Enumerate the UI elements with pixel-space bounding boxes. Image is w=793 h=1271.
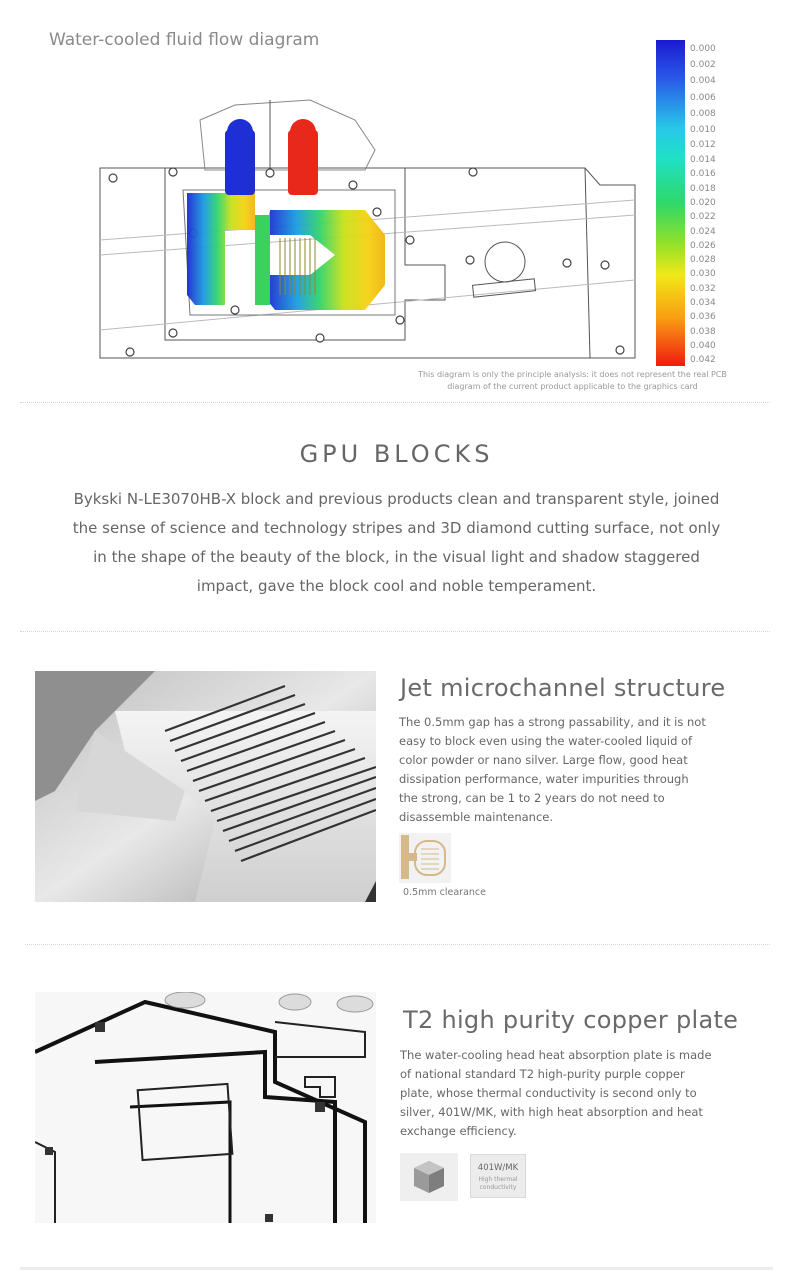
legend-value: 0.010: [690, 125, 716, 135]
description-line: of national standard T2 high-purity purple copper: [400, 1067, 685, 1081]
description-line: Bykski N-LE3070HB-X block and previous products clean and transparent style, joined: [73, 490, 720, 508]
description-line: the sense of science and technology stripes and 3D diamond cutting surface, not only: [72, 519, 721, 537]
jet-microchannel-description: [399, 713, 729, 827]
legend-value: 0.040: [690, 341, 716, 351]
legend-value: 0.026: [690, 241, 716, 251]
copper-cube-icon: [400, 1153, 458, 1201]
description-line: in the shape of the beauty of the block, in the visual light and shadow staggered: [93, 548, 700, 566]
copper-plate-photo: [35, 992, 376, 1223]
clearance-caption: 0.5mm clearance: [403, 887, 486, 898]
legend-value: 0.024: [690, 227, 716, 237]
legend-value: 0.008: [690, 109, 716, 119]
bottom-border: [20, 1267, 773, 1270]
description-line: the strong, can be 1 to 2 years do not need to: [399, 791, 665, 805]
description-line: plate, whose thermal conductivity is second only to: [400, 1086, 697, 1100]
flow-disclaimer-line: diagram of the current product applicable to the graphics card: [447, 382, 698, 391]
legend-value: 0.028: [690, 255, 716, 265]
jet-microchannel-title: Jet microchannel structure: [400, 674, 726, 702]
thermal-conductivity-badge: [470, 1154, 526, 1198]
description-line: The water-cooling head heat absorption plate is made: [400, 1048, 712, 1062]
legend-value: 0.014: [690, 155, 716, 165]
legend-value: 0.002: [690, 60, 716, 70]
flow-legend-colorbar: [656, 40, 685, 366]
thermal-conductivity-value: 401W/MK: [477, 1163, 519, 1173]
description-line: easy to block even using the water-cooled liquid of: [399, 734, 693, 748]
legend-value: 0.022: [690, 212, 716, 222]
gpu-blocks-description: [30, 485, 763, 601]
description-line: disassemble maintenance.: [399, 810, 554, 824]
legend-value: 0.036: [690, 312, 716, 322]
legend-value: 0.012: [690, 140, 716, 150]
legend-value: 0.018: [690, 184, 716, 194]
microchannel-photo: [35, 671, 376, 902]
description-line: silver, 401W/MK, with high heat absorption and heat: [400, 1105, 703, 1119]
legend-value: 0.006: [690, 93, 716, 103]
flow-diagram-title: Water-cooled fluid flow diagram: [49, 30, 320, 50]
legend-value: 0.016: [690, 169, 716, 179]
description-line: impact, gave the block cool and noble temperament.: [196, 577, 597, 595]
legend-value: 0.034: [690, 298, 716, 308]
gpu-blocks-heading: GPU BLOCKS: [299, 440, 494, 468]
legend-value: 0.032: [690, 284, 716, 294]
thermal-conductivity-label: conductivity: [479, 1184, 517, 1191]
legend-value: 0.004: [690, 76, 716, 86]
flow-disclaimer-line: This diagram is only the principle analysis: it does not represent the real PCB: [418, 370, 727, 379]
clearance-icon: [399, 833, 451, 883]
fluid-flow-diagram: [95, 90, 640, 365]
legend-value: 0.020: [690, 198, 716, 208]
copper-plate-title: T2 high purity copper plate: [403, 1006, 739, 1034]
description-line: exchange efficiency.: [400, 1124, 517, 1138]
legend-value: 0.038: [690, 327, 716, 337]
legend-value: 0.030: [690, 269, 716, 279]
description-line: color powder or nano silver. Large flow, good heat: [399, 753, 688, 767]
flow-disclaimer: [395, 369, 750, 393]
thermal-conductivity-label: High thermal: [478, 1176, 518, 1183]
copper-plate-description: [400, 1046, 745, 1141]
section-divider: [20, 631, 770, 632]
section-divider: [20, 402, 770, 403]
section-divider: [25, 944, 770, 945]
legend-value: 0.042: [690, 355, 716, 365]
description-line: The 0.5mm gap has a strong passability, and it is not: [399, 715, 706, 729]
description-line: dissipation performance, water impurities through: [399, 772, 689, 786]
legend-value: 0.000: [690, 44, 716, 54]
